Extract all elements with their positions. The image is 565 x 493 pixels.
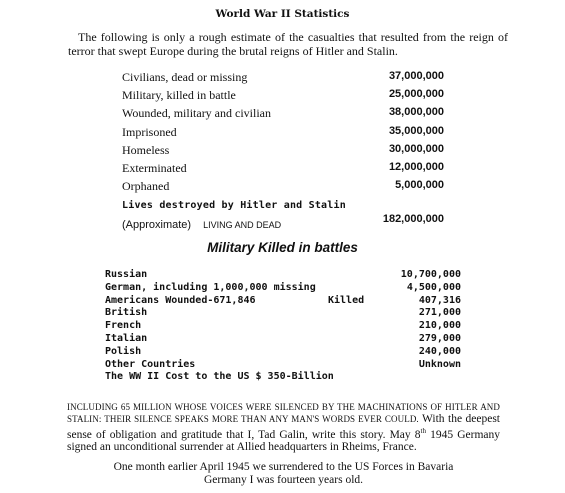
stat-row bbox=[122, 179, 444, 197]
stat-value: 37,000,000 bbox=[388, 70, 444, 82]
stat-label: Wounded, military and civilian bbox=[122, 106, 271, 121]
cost-row bbox=[105, 371, 461, 384]
stat-label: Military, killed in battle bbox=[122, 88, 236, 103]
final-line-1: One month earlier April 1945 we surrendered to the US Forces in Bavaria bbox=[113, 461, 454, 473]
cost-label: The WW II Cost to the US $ 350-Billion bbox=[105, 371, 334, 383]
stat-row bbox=[122, 125, 444, 143]
killed-value: 240,000 bbox=[418, 345, 461, 357]
killed-label: Killed bbox=[328, 294, 365, 306]
stat-row bbox=[122, 143, 444, 161]
military-row bbox=[105, 282, 461, 295]
closing-text-a: With the deepest sense of obligation and gratitude that I, Tad Galin, write this story. May 8 bbox=[67, 413, 500, 442]
killed-value: 4,500,000 bbox=[406, 281, 461, 293]
military-row bbox=[105, 359, 461, 372]
lives-destroyed-row bbox=[122, 213, 444, 231]
lives-destroyed-value: 182,000,000 bbox=[382, 213, 444, 225]
military-row bbox=[105, 333, 461, 346]
stat-value: 35,000,000 bbox=[388, 124, 444, 137]
killed-value: 10,700,000 bbox=[400, 269, 461, 280]
stat-row bbox=[122, 106, 444, 124]
living-and-dead-label: LIVING AND DEAD bbox=[203, 220, 282, 230]
stat-value: 38,000,000 bbox=[388, 106, 444, 119]
intro-paragraph: The following is only a rough estimate of the casualties that resulted from the reign of terror that swept Europe during the brutal reigns of Hitler and Stalin. bbox=[68, 30, 508, 58]
killed-value: 407,316 bbox=[418, 294, 461, 306]
section-heading: Military Killed in battles bbox=[207, 240, 358, 255]
killed-value: 279,000 bbox=[418, 332, 461, 344]
military-row bbox=[105, 307, 461, 320]
stat-value: 25,000,000 bbox=[388, 88, 444, 101]
ordinal-suffix: th bbox=[420, 427, 426, 436]
stat-row bbox=[122, 88, 444, 106]
country-label: Americans Wounded-671,846 bbox=[105, 294, 256, 306]
military-row bbox=[105, 320, 461, 333]
stat-label: Exterminated bbox=[122, 160, 187, 175]
country-label: Other Countries bbox=[105, 358, 196, 370]
country-label: British bbox=[105, 307, 148, 319]
closing-paragraph bbox=[67, 401, 500, 454]
page-title: World War II Statistics bbox=[215, 8, 350, 20]
stat-row bbox=[122, 161, 444, 179]
country-label: Russian bbox=[105, 269, 148, 280]
stat-value: 12,000,000 bbox=[388, 160, 444, 173]
country-label: Italian bbox=[105, 332, 148, 344]
lives-destroyed-total bbox=[122, 200, 444, 231]
military-row bbox=[105, 269, 461, 282]
stat-label: Civilians, dead or missing bbox=[122, 70, 248, 84]
country-label: Polish bbox=[105, 345, 142, 357]
stat-value: 30,000,000 bbox=[388, 142, 444, 155]
approximate-label: (Approximate) bbox=[122, 219, 192, 231]
closing-text-b: 1945 Germany signed an unconditional surrender at Allied headquarters in Rheims, France. bbox=[67, 429, 500, 454]
killed-value: Unknown bbox=[418, 358, 461, 370]
killed-value: 271,000 bbox=[418, 307, 461, 319]
silenced-voices-text: INCLUDING 65 MILLION WHOSE VOICES WERE SILENCED BY THE MACHINATIONS OF HITLER AND STALIN: THEIR SILENCE SPEAKS MORE THAN ANY MAN'S WORDS EVER COULD. bbox=[67, 402, 500, 425]
military-row bbox=[105, 295, 461, 308]
lives-destroyed-label: Lives destroyed by Hitler and Stalin bbox=[122, 200, 346, 211]
killed-value: 210,000 bbox=[418, 320, 461, 332]
country-label: German, including 1,000,000 missing bbox=[105, 281, 316, 293]
casualty-stats-list bbox=[122, 70, 444, 197]
stat-label: Orphaned bbox=[122, 179, 170, 194]
final-line-2: Germany I was fourteen years old. bbox=[203, 473, 364, 486]
military-row bbox=[105, 346, 461, 359]
country-label: French bbox=[105, 320, 142, 332]
military-killed-list bbox=[105, 269, 461, 384]
final-paragraph bbox=[67, 461, 500, 486]
stat-row bbox=[122, 70, 444, 88]
stat-value: 5,000,000 bbox=[395, 179, 444, 192]
stat-label: Imprisoned bbox=[122, 124, 177, 139]
stat-label: Homeless bbox=[122, 142, 170, 157]
